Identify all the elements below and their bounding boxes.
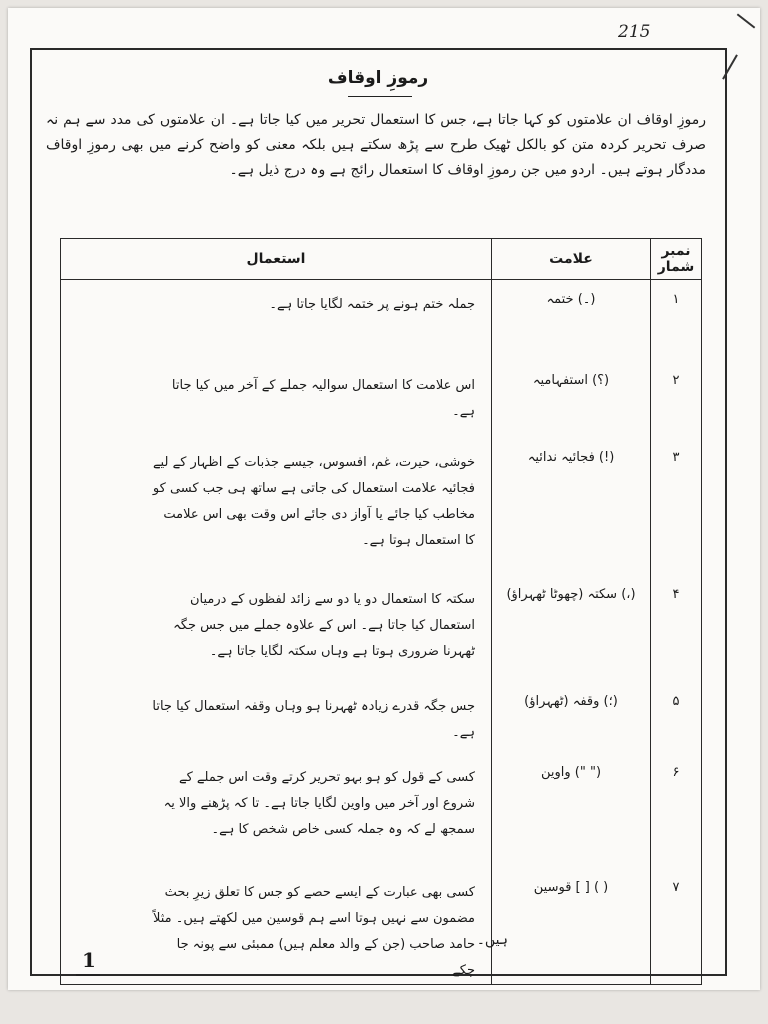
row-number: ۵ xyxy=(651,682,702,753)
row-number: ۱ xyxy=(651,280,702,362)
table-row xyxy=(61,280,702,362)
row-usage: خوشی، حیرت، غم، افسوس، جیسے جذبات کے اظہار کے لیے فجائیہ علامت استعمال کی جاتی ہے ساتھ ہی جب کسی کو مخاطب کیا جائے یا آواز دی جائے اس وقت بھی اس علامت کا استعمال ہوتا ہے۔ xyxy=(61,438,492,575)
header-mark: علامت xyxy=(492,239,651,280)
row-number: ۶ xyxy=(651,753,702,868)
row-number: ۴ xyxy=(651,575,702,682)
pen-mark xyxy=(737,13,756,28)
page-number: 215 xyxy=(618,22,651,42)
table-row xyxy=(61,682,702,753)
continuation-text: ہیں۔ xyxy=(476,932,508,948)
row-mark: (!) فجائیہ ندائیہ xyxy=(492,438,651,575)
row-mark: (؟) استفہامیہ xyxy=(492,361,651,438)
table-row xyxy=(61,868,702,985)
page-title: رموزِ اوقاف xyxy=(327,68,429,88)
row-mark: (۔) ختمہ xyxy=(492,280,651,362)
table-row xyxy=(61,361,702,438)
row-usage: سکتہ کا استعمال دو یا دو سے زائد لفظوں کے درمیان استعمال کیا جاتا ہے۔ اس کے علاوہ جملے میں جس جگہ ٹھہرنا ضروری ہوتا ہے وہاں سکتہ لگایا جاتا ہے۔ xyxy=(61,575,492,682)
intro-paragraph: رموزِ اوقاف ان علامتوں کو کہا جاتا ہے، جس کا استعمال تحریر میں کیا جاتا ہے۔ ان علامتوں کی مدد سے ہم نہ صرف تحریر کردہ متن کو بالکل ٹھیک طرح سے پڑھ سکتے ہیں بلکہ معنی کو واضح کرنے میں بھی رموزِ اوقاف مددگار ہوتے ہیں۔ اردو میں جن رموزِ اوقاف کا استعمال رائج ہے وہ درج ذیل ہے۔ xyxy=(46,112,706,178)
row-usage: کسی بھی عبارت کے ایسے حصے کو جس کا تعلق زیرِ بحث مضمون سے نہیں ہوتا اسے ہم قوسین میں لکھتے ہیں۔ مثلاً حامد صاحب (جن کے والد معلم ہیں) ممبئی سے پونہ جا چکے xyxy=(61,868,492,985)
row-number: ۲ xyxy=(651,361,702,438)
handwritten-number: 1 xyxy=(82,948,96,972)
header-usage: استعمال xyxy=(61,239,492,280)
punctuation-table xyxy=(60,238,702,985)
row-mark: ( ) [ ] قوسین xyxy=(492,868,651,985)
table-header-row xyxy=(61,239,702,280)
row-mark: (" ") واوین xyxy=(492,753,651,868)
header-number: نمبر شمار xyxy=(651,239,702,280)
row-number: ۷ xyxy=(651,868,702,985)
title-underline xyxy=(348,96,412,97)
table-row xyxy=(61,575,702,682)
row-usage: کسی کے قول کو ہو بہو تحریر کرتے وقت اس جملے کے شروع اور آخر میں واوین لگایا جاتا ہے۔ تا کہ پڑھنے والا یہ سمجھ لے کہ وہ جملہ کسی خاص شخص کا ہے۔ xyxy=(61,753,492,868)
row-usage: اس علامت کا استعمال سوالیہ جملے کے آخر میں کیا جاتا ہے۔ xyxy=(61,361,492,438)
row-mark: (؛) وقفہ (ٹھہراؤ) xyxy=(492,682,651,753)
row-usage: جس جگہ قدرے زیادہ ٹھہرنا ہو وہاں وقفہ استعمال کیا جاتا ہے۔ xyxy=(61,682,492,753)
row-usage: جملہ ختم ہونے پر ختمہ لگایا جاتا ہے۔ xyxy=(61,280,492,362)
handwritten-underline xyxy=(76,974,100,976)
paper-sheet xyxy=(8,8,760,990)
table-row xyxy=(61,753,702,868)
row-number: ۳ xyxy=(651,438,702,575)
table-row xyxy=(61,438,702,575)
row-mark: (،) سکتہ (چھوٹا ٹھہراؤ) xyxy=(492,575,651,682)
